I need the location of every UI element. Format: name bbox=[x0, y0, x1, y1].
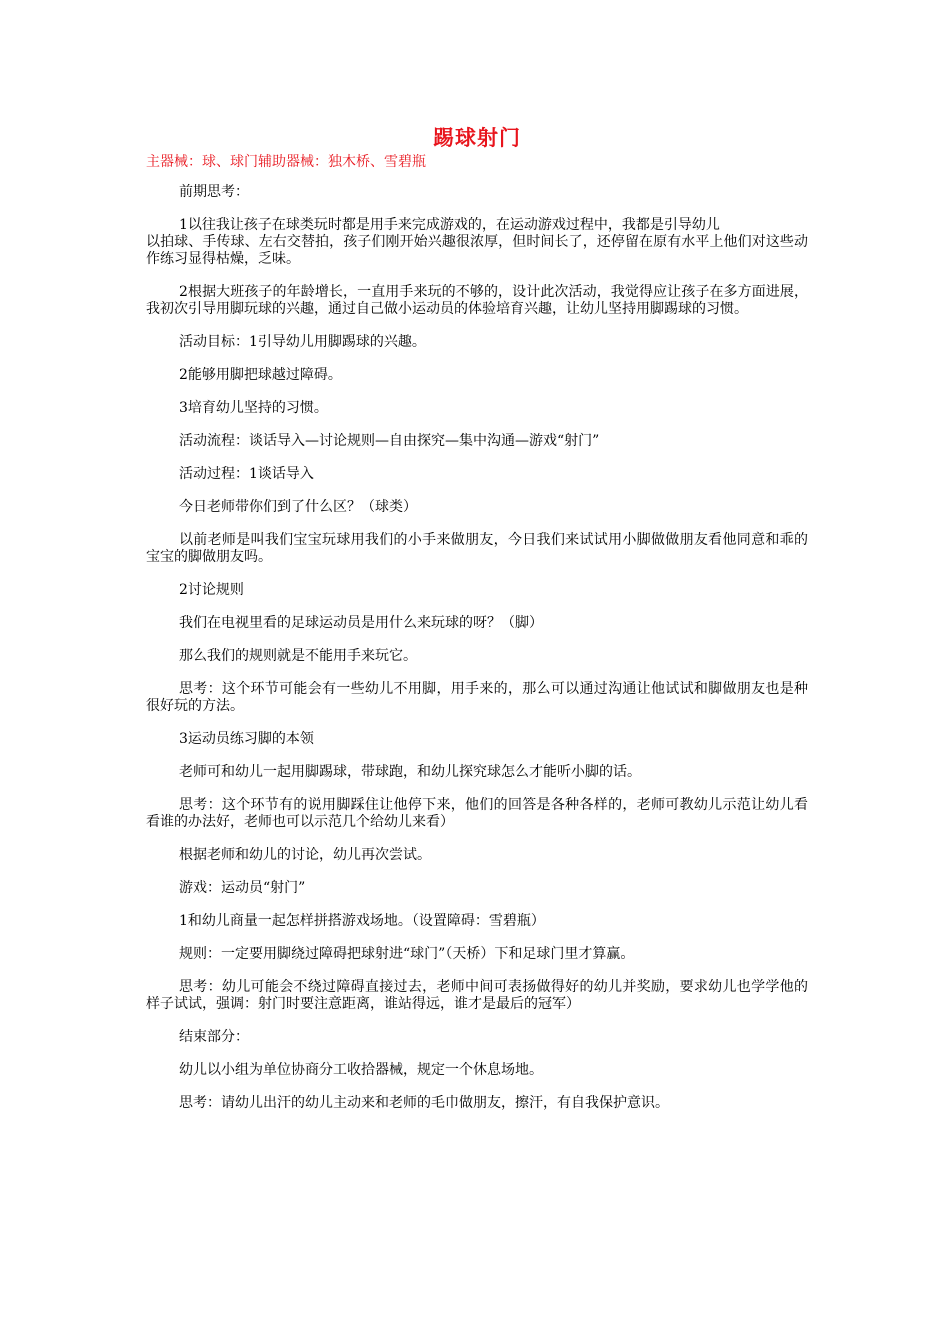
paragraph: 那么我们的规则就是不能用手来玩它。 bbox=[179, 648, 417, 664]
paragraph: 幼儿以小组为单位协商分工收拾器械，规定一个休息场地。 bbox=[179, 1062, 543, 1078]
paragraph: 思考：幼儿可能会不绕过障碍直接过去，老师中间可表扬做得好的幼儿并奖励，要求幼儿也学学他的样子试试，强调：射门时要注意距离，谁站得远，谁才是最后的冠军） bbox=[146, 979, 808, 1012]
paragraph: 2能够用脚把球越过障碍。 bbox=[179, 367, 342, 383]
paragraph: 游戏：运动员“射门” bbox=[179, 880, 306, 896]
paragraph: 2根据大班孩子的年龄增长，一直用手来玩的不够的，设计此次活动，我觉得应让孩子在多方面进展，我初次引导用脚玩球的兴趣，通过自己做小运动员的体验培育兴趣，让幼儿坚持用脚踢球的习惯。 bbox=[146, 284, 808, 317]
paragraph: 结束部分： bbox=[179, 1029, 249, 1045]
paragraph: 活动流程：谈话导入—讨论规则—自由探究—集中沟通—游戏“射门” bbox=[179, 433, 600, 449]
paragraph: 3运动员练习脚的本领 bbox=[179, 731, 314, 747]
paragraph: 思考：这个环节有的说用脚踩住让他停下来，他们的回答是各种各样的，老师可教幼儿示范让幼儿看看谁的办法好，老师也可以示范几个给幼儿来看） bbox=[146, 797, 808, 830]
paragraph: 我们在电视里看的足球运动员是用什么来玩球的呀？（脚） bbox=[179, 615, 543, 631]
paragraph: 思考：这个环节可能会有一些幼儿不用脚，用手来的，那么可以通过沟通让他试试和脚做朋友也是种很好玩的方法。 bbox=[146, 681, 808, 714]
paragraph: 1和幼儿商量一起怎样拼搭游戏场地。（设置障碍：雪碧瓶） bbox=[179, 913, 545, 929]
paragraph: 以前老师是叫我们宝宝玩球用我们的小手来做朋友，今日我们来试试用小脚做做朋友看他同意和乖的宝宝的脚做朋友吗。 bbox=[146, 532, 808, 565]
document-title: 踢球射门 bbox=[433, 125, 521, 150]
paragraph: 活动目标：1引导幼儿用脚踢球的兴趣。 bbox=[179, 334, 426, 350]
paragraph: 2讨论规则 bbox=[179, 582, 244, 598]
paragraph: 根据老师和幼儿的讨论，幼儿再次尝试。 bbox=[179, 847, 431, 863]
document-body bbox=[146, 184, 808, 1112]
paragraph: 老师可和幼儿一起用脚踢球，带球跑，和幼儿探究球怎么才能听小脚的话。 bbox=[179, 764, 641, 780]
paragraph: 思考：请幼儿出汗的幼儿主动来和老师的毛巾做朋友，擦汗，有自我保护意识。 bbox=[179, 1095, 669, 1111]
paragraph: 规则：一定要用脚绕过障碍把球射进“球门”（天桥）下和足球门里才算赢。 bbox=[179, 946, 635, 962]
paragraph: 1以往我让孩子在球类玩时都是用手来完成游戏的，在运动游戏过程中，我都是引导幼儿 以拍球、手传球、左右交替拍，孩子们刚开始兴趣很浓厚，但时间长了，还停留在原有水平上他们对这些动作练习显得枯燥，乏味。 bbox=[146, 217, 808, 267]
paragraph: 今日老师带你们到了什么区？（球类） bbox=[179, 499, 417, 515]
document-page bbox=[146, 124, 808, 1128]
paragraph: 3培育幼儿坚持的习惯。 bbox=[179, 400, 328, 416]
paragraph: 前期思考： bbox=[179, 184, 249, 200]
paragraph: 活动过程：1谈话导入 bbox=[179, 466, 314, 482]
document-subtitle: 主器械：球、球门辅助器械：独木桥、雪碧瓶 bbox=[146, 154, 426, 170]
